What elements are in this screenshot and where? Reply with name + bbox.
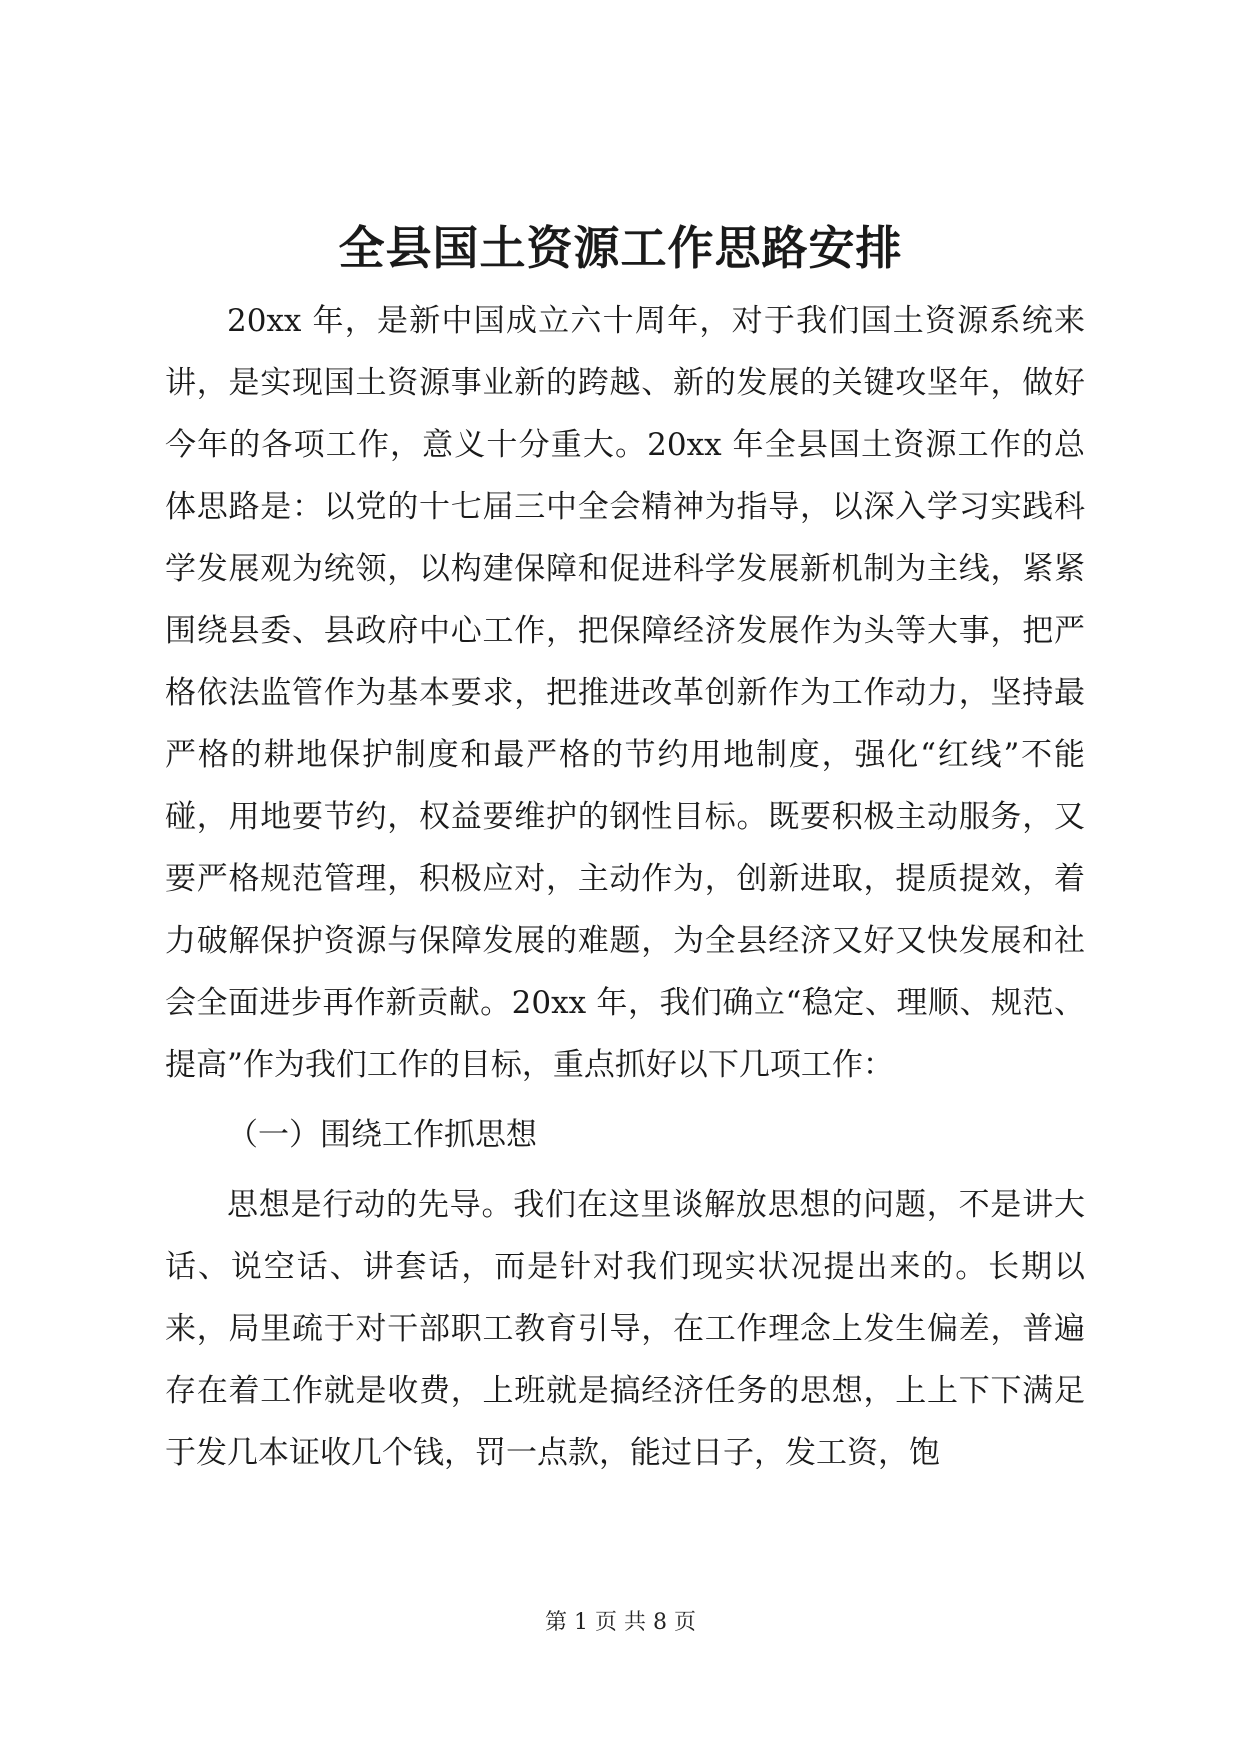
page-footer <box>0 1608 1241 1638</box>
page-number-label: 第 1 页 共 8 页 <box>545 1610 696 1635</box>
document-title: 全县国土资源工作思路安排 <box>338 221 903 275</box>
section-heading-1: （一）围绕工作抓思想 <box>227 1117 537 1153</box>
document-body <box>165 290 1085 1484</box>
paragraph-thought: 思想是行动的先导。我们在这里谈解放思想的问题，不是讲大话、说空话、讲套话，而是针对我们现实状况提出来的。长期以来，局里疏于对干部职工教育引导，在工作理念上发生偏差，普遍存在着工作就是收费，上班就是搞经济任务的思想，上上下下满足于发几本证收几个钱，罚一点款，能过日子，发工资，饱 <box>165 1187 1085 1471</box>
paragraph-intro: 20xx 年，是新中国成立六十周年，对于我们国土资源系统来讲，是实现国土资源事业新的跨越、新的发展的关键攻坚年，做好今年的各项工作，意义十分重大。20xx 年全县国土资源工作的总体思路是：以党的十七届三中全会精神为指导，以深入学习实践科学发展观为统领，以构建保障和促进科学发展新机制为主线，紧紧围绕县委、县政府中心工作，把保障经济发展作为头等大事，把严格依法监管作为基本要求，把推进改革创新作为工作动力，坚持最严格的耕地保护制度和最严格的节约用地制度，强化“红线”不能碰，用地要节约，权益要维护的钢性目标。既要积极主动服务，又要严格规范管理，积极应对，主动作为，创新进取，提质提效，着力破解保护资源与保障发展的难题，为全县经济又好又快发展和社会全面进步再作新贡献。20xx 年，我们确立“稳定、理顺、规范、提高”作为我们工作的目标，重点抓好以下几项工作： <box>165 303 1085 1083</box>
